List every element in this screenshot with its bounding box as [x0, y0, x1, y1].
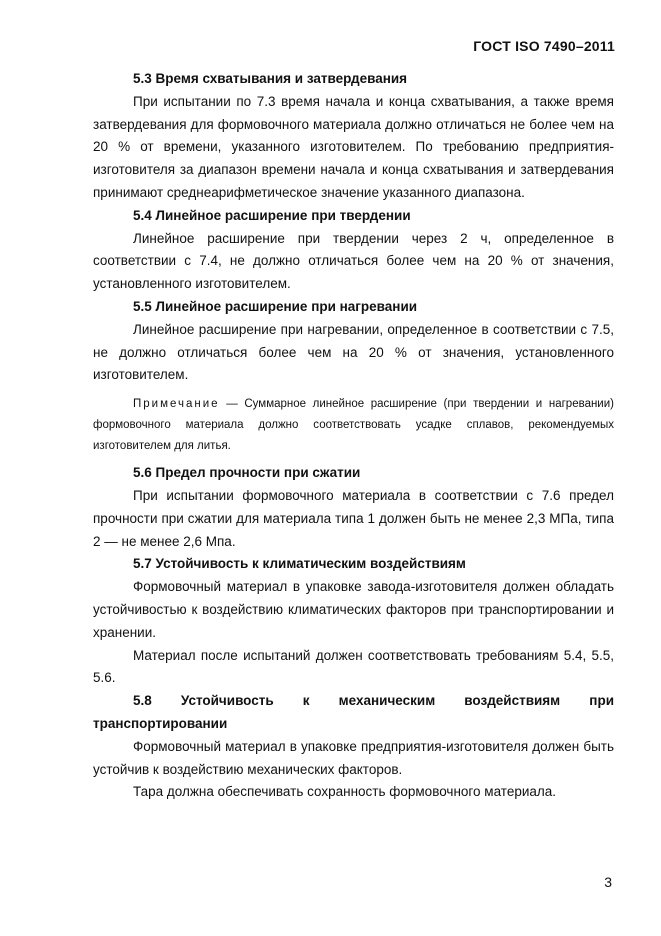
section-5-6-text: При испытании формовочного материала в соответствии с 7.6 предел прочности при сжатии для материала типа 1 должен быть не менее 2,3 МПа, типа 2 — не менее 2,6 Мпа.	[93, 487, 614, 549]
section-5-5-text: Линейное расширение при нагревании, определенное в соответствии с 7.5, не должно отличаться более чем на 20 % от значения, установленного изготовителем.	[93, 321, 614, 383]
section-5-8-text-2: Тара должна обеспечивать сохранность формовочного материала.	[133, 784, 557, 800]
section-5-6-title: 5.6 Предел прочности при сжатии	[133, 465, 361, 481]
section-5-7-title: 5.7 Устойчивость к климатическим воздействиям	[133, 556, 466, 572]
section-5-5-note	[93, 394, 614, 457]
document-code: ГОСТ ISO 7490–2011	[473, 38, 615, 54]
section-5-8-title-line-2: транспортировании	[93, 715, 228, 731]
document-body	[93, 68, 614, 804]
section-5-7-text-1: Формовочный материал в упаковке завода-изготовителя должен обладать устойчивостью к воздействию климатических факторов при транспортировании и хранении.	[93, 579, 614, 640]
section-5-7-text-2: Материал после испытаний должен соответствовать требованиям 5.4, 5.5, 5.6.	[93, 647, 614, 686]
section-5-4-title: 5.4 Линейное расширение при твердении	[133, 207, 411, 223]
page-number: 3	[604, 874, 612, 890]
note-label: Примечание	[133, 398, 220, 411]
section-5-8-text-1: Формовочный материал в упаковке предприятия-изготовителя должен быть устойчив к воздействию механических факторов.	[93, 738, 614, 777]
section-5-8-title-line-1: 5.8 Устойчивость к механическим воздействиям при	[133, 693, 614, 709]
section-5-3-title: 5.3 Время схватывания и затвердевания	[133, 71, 408, 86]
section-5-4-text: Линейное расширение при твердении через 2 ч, определенное в соответствии с 7.4, не должно отличаться более чем на 20 % от значения, установленного изготовителем.	[93, 230, 614, 292]
section-5-5-title: 5.5 Линейное расширение при нагревании	[133, 298, 418, 314]
section-5-3-text: При испытании по 7.3 время начала и конца схватывания, а также время затвердевания для формовочного материала должно отличаться не более чем на 20 % от времени, указанного изготовителем. По требованию предприятия-изготовителя за диапазон времени начала и конца схватывания и затвердевания принимают среднеарифметическое значение указанного диапазона.	[93, 93, 614, 200]
note-text: — Суммарное линейное расширение (при твердении и нагревании) формовочного материала должно соответствовать усадке сплавов, рекомендуемых изготовителем для литья.	[93, 398, 614, 453]
